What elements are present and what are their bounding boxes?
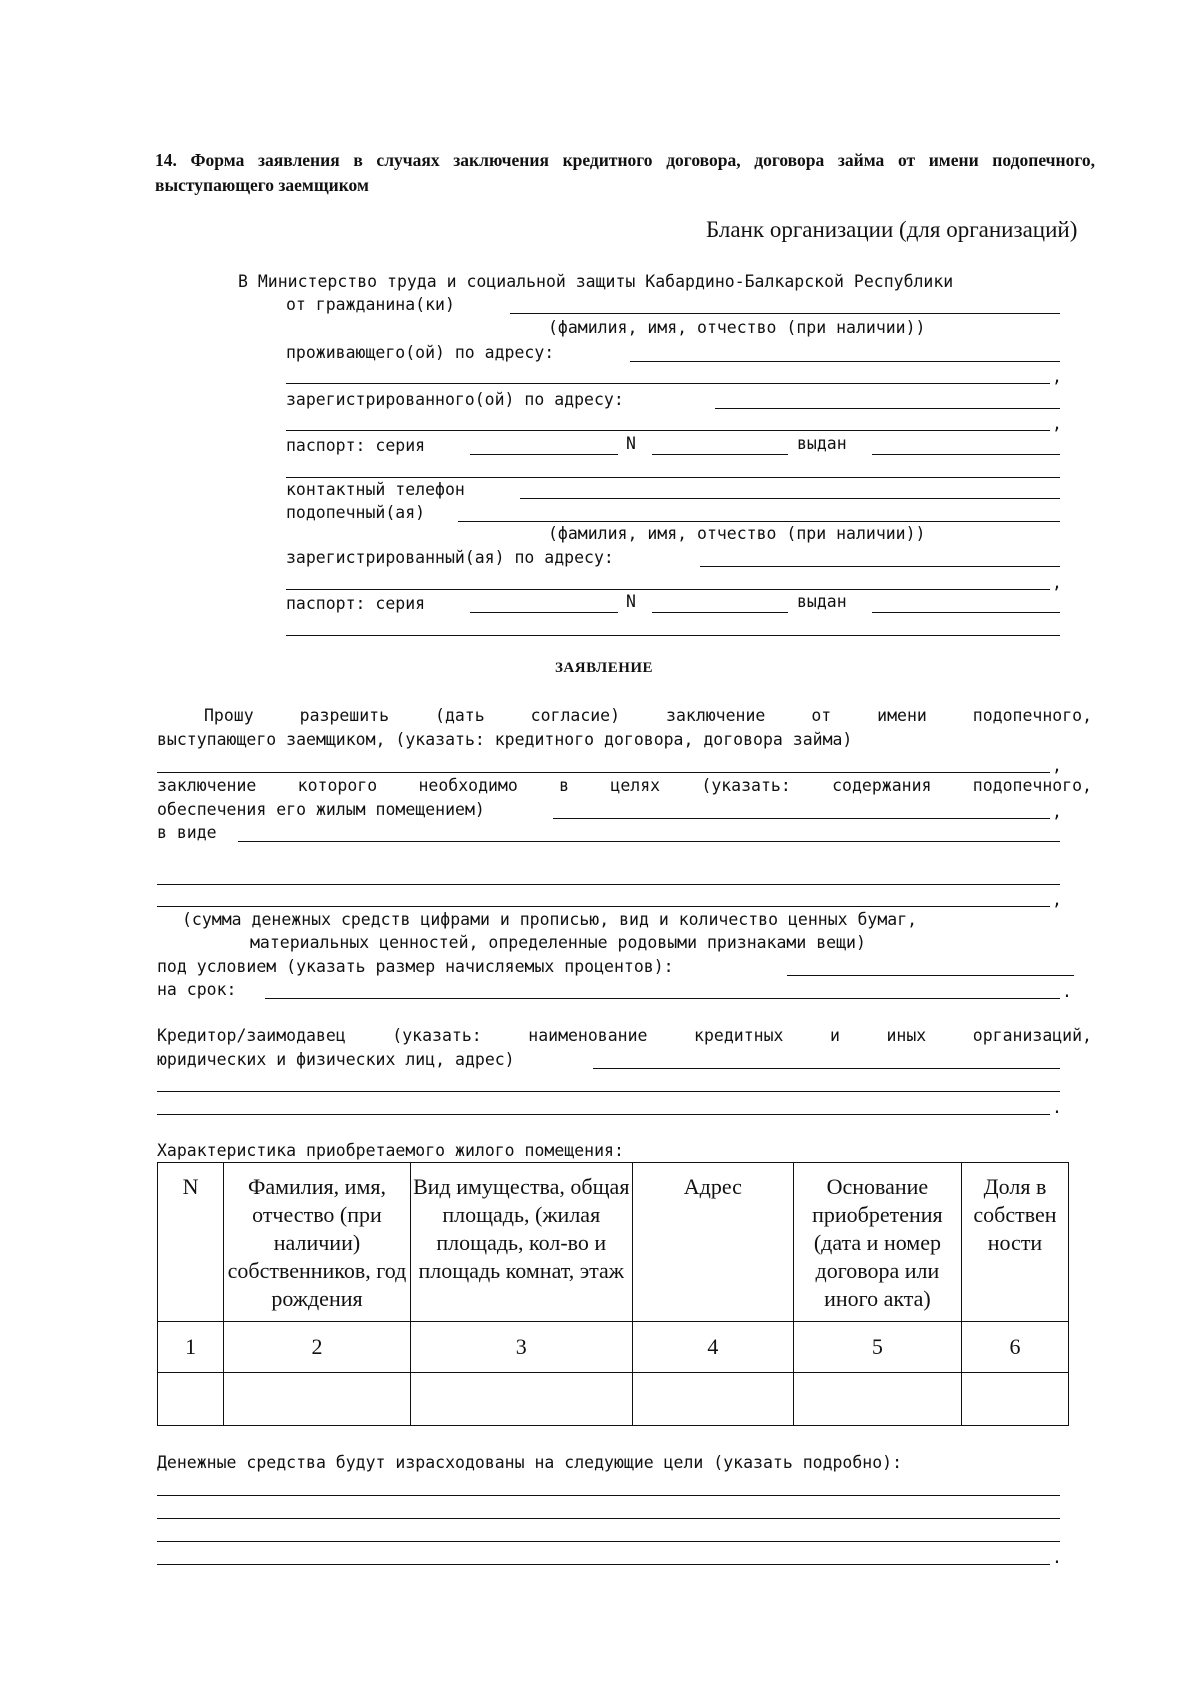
ward-fio-hint: (фамилия, имя, отчество (при наличии)) <box>548 524 926 543</box>
table-cell: 1 <box>158 1322 224 1373</box>
creditor-line2: юридических и физических лиц, адрес) <box>157 1050 515 1069</box>
addressee: В Министерство труда и социальной защиты Кабардино-Балкарской Республики <box>238 272 954 291</box>
sum-hint-2: материальных ценностей, определенные родовыми признаками вещи) <box>250 933 866 952</box>
ward-passport-label: паспорт: серия <box>286 594 426 613</box>
property-table <box>157 1162 1069 1426</box>
spending-field[interactable] <box>157 1495 1060 1496</box>
table-number-row <box>158 1322 1069 1373</box>
ward-registered-label: зарегистрированный(ая) по адресу: <box>286 548 614 567</box>
table-cell-input[interactable] <box>793 1373 961 1426</box>
header-share: Доля в собствен ности <box>961 1163 1068 1322</box>
spending-field-3[interactable] <box>157 1541 1060 1542</box>
statement-p1-line1: Прошу разрешить (дать согласие) заключение от имени подопечного, <box>204 706 1092 725</box>
creditor-line1: Кредитор/заимодавец (указать: наименование кредитных и иных организаций, <box>157 1026 1092 1045</box>
passport-series-field[interactable] <box>470 454 618 455</box>
statement-p2-line2: обеспечения его жилым помещением) <box>157 800 485 819</box>
creditor-field-2[interactable] <box>157 1091 1060 1092</box>
table-row <box>158 1373 1069 1426</box>
ward-field[interactable] <box>458 521 1060 522</box>
fio-hint: (фамилия, имя, отчество (при наличии)) <box>548 318 926 337</box>
contract-type-field[interactable] <box>157 772 1050 773</box>
table-cell: 6 <box>961 1322 1068 1373</box>
purpose-field[interactable] <box>553 818 1050 819</box>
statement-heading: ЗАЯВЛЕНИЕ <box>555 660 654 676</box>
header-property-type: Вид имущества, общая площадь, (жилая площадь, кол-во и площадь комнат, этаж <box>410 1163 632 1322</box>
ward-issued-label: выдан <box>797 592 847 611</box>
statement-p1-line2: выступающего заемщиком, (указать: кредитного договора, договора займа) <box>157 730 853 749</box>
issued-field[interactable] <box>872 454 1060 455</box>
spending-field-4[interactable] <box>157 1564 1050 1565</box>
comma: , <box>1052 367 1062 386</box>
ward-passport-number-field[interactable] <box>652 612 788 613</box>
from-label: от гражданина(ки) <box>286 295 455 314</box>
in-form-label: в виде <box>157 823 217 842</box>
creditor-field[interactable] <box>593 1068 1060 1069</box>
table-cell: 4 <box>632 1322 793 1373</box>
table-cell-input[interactable] <box>158 1373 224 1426</box>
residing-label: проживающего(ой) по адресу: <box>286 343 555 362</box>
header-owners: Фамилия, имя, отчество (при наличии) собственников, год рождения <box>224 1163 410 1322</box>
table-caption: Характеристика приобретаемого жилого помещения: <box>157 1141 624 1160</box>
comma: , <box>1052 414 1062 433</box>
table-cell-input[interactable] <box>961 1373 1068 1426</box>
table-cell-input[interactable] <box>224 1373 410 1426</box>
table-cell: 2 <box>224 1322 410 1373</box>
ward-passport-n-label: N <box>626 592 636 611</box>
term-field[interactable] <box>265 998 1060 999</box>
passport-n-label: N <box>626 434 636 453</box>
in-form-field[interactable] <box>238 841 1060 842</box>
sum-hint-1: (сумма денежных средств цифрами и прописью, вид и количество ценных бумаг, <box>182 910 918 929</box>
table-header-row <box>158 1163 1069 1322</box>
phone-label: контактный телефон <box>286 480 465 499</box>
comma: , <box>1052 756 1062 775</box>
period: . <box>1062 982 1072 1001</box>
term-label: на срок: <box>157 980 237 999</box>
ward-issued-field-2[interactable] <box>286 635 1060 636</box>
passport-label: паспорт: серия <box>286 436 426 455</box>
comma: , <box>1052 573 1062 592</box>
issued-field-2[interactable] <box>286 477 1060 478</box>
header-n: N <box>158 1163 224 1322</box>
table-cell: 3 <box>410 1322 632 1373</box>
comma: , <box>1052 890 1062 909</box>
passport-number-field[interactable] <box>652 454 788 455</box>
header-basis: Основание приобретения (дата и номер договора или иного акта) <box>793 1163 961 1322</box>
in-form-field-2[interactable] <box>157 884 1060 885</box>
ward-passport-series-field[interactable] <box>470 612 618 613</box>
statement-p2-line1: заключение которого необходимо в целях (указать: содержания подопечного, <box>157 776 1092 795</box>
spending-label: Денежные средства будут израсходованы на следующие цели (указать подробно): <box>157 1453 903 1472</box>
ward-registered-field-2[interactable] <box>286 589 1050 590</box>
spending-field-2[interactable] <box>157 1518 1060 1519</box>
table-cell: 5 <box>793 1322 961 1373</box>
ward-issued-field[interactable] <box>872 612 1060 613</box>
condition-label: под условием (указать размер начисляемых процентов): <box>157 957 674 976</box>
ward-registered-field[interactable] <box>700 566 1060 567</box>
in-form-field-3[interactable] <box>157 906 1050 907</box>
table-cell-input[interactable] <box>632 1373 793 1426</box>
condition-field[interactable] <box>787 975 1074 976</box>
registered-label: зарегистрированного(ой) по адресу: <box>286 390 624 409</box>
page-title: 14. Форма заявления в случаях заключения кредитного договора, договора займа от имени подопечного, выступающего заемщиком <box>155 150 1095 195</box>
from-field[interactable] <box>510 313 1060 314</box>
ward-label: подопечный(ая) <box>286 503 426 522</box>
period: . <box>1052 1548 1062 1567</box>
table-cell-input[interactable] <box>410 1373 632 1426</box>
issued-label: выдан <box>797 434 847 453</box>
residing-field[interactable] <box>630 361 1060 362</box>
org-blank-label: Бланк организации (для организаций) <box>706 217 1078 242</box>
phone-field[interactable] <box>520 498 1060 499</box>
period: . <box>1052 1098 1062 1117</box>
comma: , <box>1052 802 1062 821</box>
registered-field-2[interactable] <box>286 430 1050 431</box>
header-address: Адрес <box>632 1163 793 1322</box>
residing-field-2[interactable] <box>286 383 1050 384</box>
registered-field[interactable] <box>715 408 1060 409</box>
creditor-field-3[interactable] <box>157 1114 1050 1115</box>
